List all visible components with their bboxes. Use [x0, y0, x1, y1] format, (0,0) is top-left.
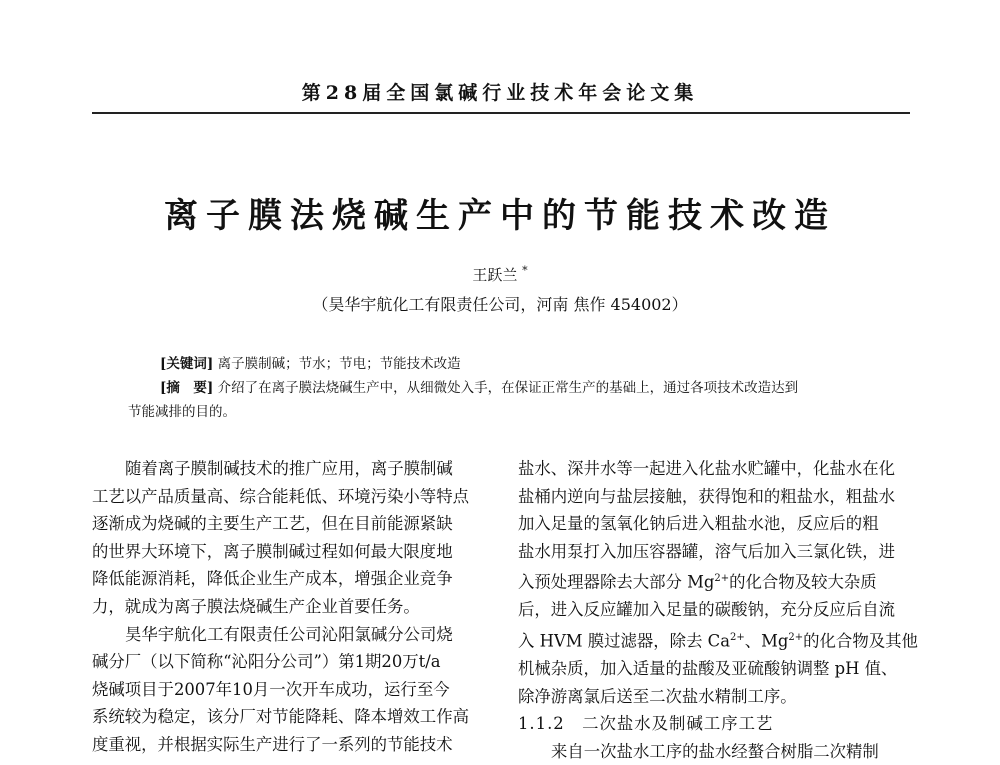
text-line: 加入足量的氢氧化钠后进入粗盐水池，反应后的粗 [518, 514, 879, 534]
text-line: 力，就成为离子膜法烧碱生产企业首要任务。 [92, 596, 420, 616]
text-line: 盐水、深井水等一起进入化盐水贮罐中，化盐水在化 [518, 459, 895, 478]
body-left-column [92, 455, 487, 759]
text-line: 昊华宇航化工有限责任公司沁阳氯碱分公司烧 [125, 624, 453, 644]
text-line: 盐桶内逆向与盐层接触，获得饱和的粗盐水，粗盐水 [518, 486, 895, 506]
author-name: 王跃兰 [472, 266, 518, 284]
text-fragment: 的化合物及较大杂质 [729, 572, 877, 592]
text-line [518, 624, 918, 655]
text-line: 碱分厂（以下简称“沁阳分公司”）第1期20万t/a [92, 652, 441, 672]
text-line: 后，进入反应罐加入足量的碳酸钠，充分反应后自流 [518, 600, 895, 620]
text-line: 降低能源消耗，降低企业生产成本，增强企业竞争 [92, 569, 453, 589]
text-fragment: 的化合物及其他 [803, 631, 918, 651]
superscript-charge: 2+ [714, 573, 730, 585]
text-line: 机械杂质，加入适量的盐酸及亚硫酸钠调整 pH 值、 [518, 659, 898, 679]
text-line: 来自一次盐水工序的盐水经螯合树脂二次精制 [551, 741, 879, 761]
text-line: 系统较为稳定，该分厂对节能降耗、降本增效工作高 [92, 707, 469, 727]
superscript-charge: 2+ [788, 632, 804, 644]
abstract-line-2: 节能减排的目的。 [128, 404, 236, 420]
keywords-label: [关键词] [160, 356, 214, 372]
text-line: 逐渐成为烧碱的主要生产工艺，但在目前能源紧缺 [92, 514, 453, 534]
journal-header: 第28届全国氯碱行业技术年会论文集 [301, 82, 699, 104]
text-line: 烧碱项目于2007年10月一次开车成功，运行至今 [92, 679, 450, 699]
superscript-charge: 2+ [729, 632, 745, 644]
text-line: 盐水用泵打入加压容器罐，溶气后加入三氯化铁，进 [518, 541, 895, 561]
author-footnote-mark: * [522, 264, 528, 277]
author-line [0, 264, 1000, 285]
paper-title: 离子膜法烧碱生产中的节能技术改造 [164, 196, 836, 236]
text-line: 工艺以产品质量高、综合能耗低、环境污染小等特点 [92, 486, 469, 506]
abstract-label: [摘 要] [160, 380, 214, 396]
keywords-text: 离子膜制碱；节水；节电；节能技术改造 [217, 356, 461, 372]
header-rule [92, 112, 910, 114]
affiliation: （昊华宇航化工有限责任公司，河南 焦作 454002） [312, 295, 688, 314]
text-fragment: 、Mg [744, 631, 789, 651]
abstract-line-1 [128, 376, 880, 400]
text-line: 度重视，并根据实际生产进行了一系列的节能技术 [92, 734, 453, 754]
body-right-column [518, 455, 918, 765]
abstract-text-1: 介绍了在离子膜法烧碱生产中，从细微处入手，在保证正常生产的基础上，通过各项技术改造达到 [217, 380, 799, 396]
keywords [160, 352, 880, 372]
section-heading: 1.1.2 二次盐水及制碱工序工艺 [518, 714, 774, 734]
text-fragment: 入预处理器除去大部分 Mg [518, 572, 715, 592]
text-line: 的世界大环境下，离子膜制碱过程如何最大限度地 [92, 541, 453, 561]
abstract [128, 376, 880, 424]
text-line: 随着离子膜制碱技术的推广应用，离子膜制碱 [125, 459, 453, 478]
text-line: 除净游离氯后送至二次盐水精制工序。 [518, 686, 797, 706]
text-line [518, 565, 913, 596]
text-fragment: 入 HVM 膜过滤器，除去 Ca [518, 631, 730, 651]
